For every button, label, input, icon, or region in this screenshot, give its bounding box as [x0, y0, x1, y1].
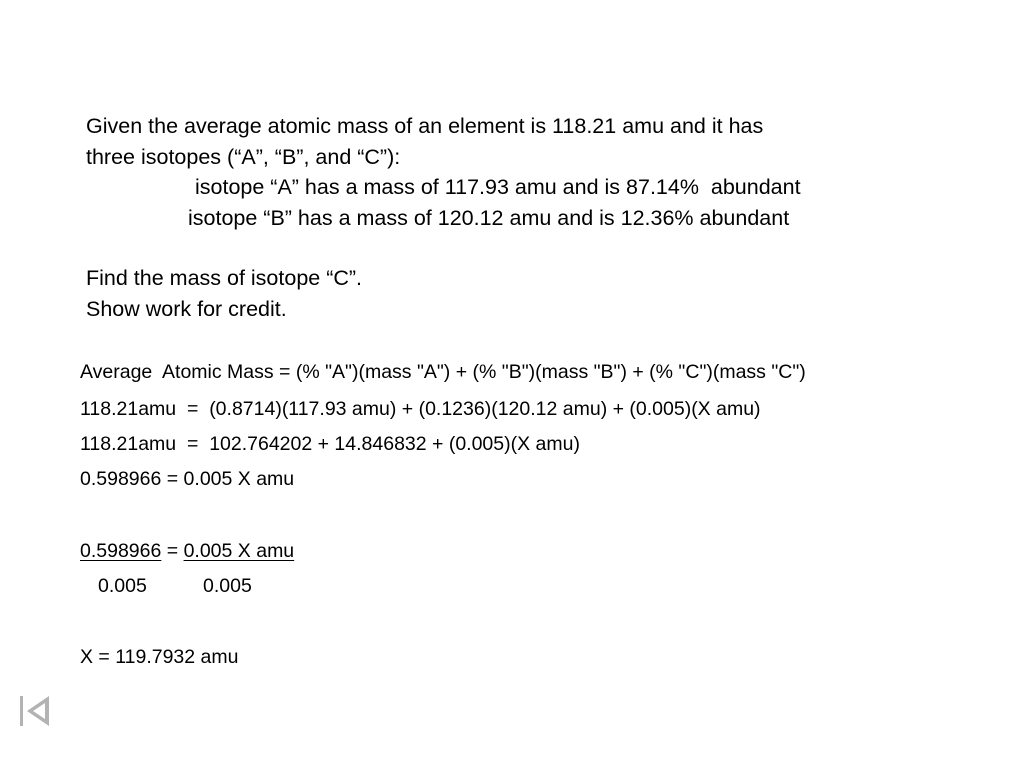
first-slide-icon[interactable]	[18, 694, 52, 728]
problem-line-2: three isotopes (“A”, “B”, and “C”):	[86, 144, 401, 169]
isotope-a-line: isotope “A” has a mass of 117.93 amu and is 87.14% abundant	[195, 175, 801, 199]
substitution-line: 118.21amu = (0.8714)(117.93 amu) + (0.1236)(120.12 amu) + (0.005)(X amu)	[80, 398, 761, 420]
formula-line: Average Atomic Mass = (% "A")(mass "A") + (% "B")(mass "B") + (% "C")(mass "C")	[80, 361, 806, 383]
difference-line: 0.598966 = 0.005 X amu	[80, 468, 295, 490]
problem-line-1: Given the average atomic mass of an element is 118.21 amu and it has	[86, 114, 764, 138]
numerator-left: 0.598966	[80, 540, 162, 562]
division-equals: =	[161, 540, 184, 562]
spacer	[86, 233, 801, 263]
isotope-b-line: isotope “B” has a mass of 120.12 amu and is 12.36% abundant	[188, 205, 790, 230]
result-line: X = 119.7932 amu	[80, 646, 239, 668]
numerator-right: 0.005 X amu	[183, 540, 295, 562]
division-numerator-line	[80, 539, 294, 563]
denominator-left: 0.005	[98, 575, 147, 597]
find-instruction: Find the mass of isotope “C”.	[86, 266, 363, 290]
denominator-right: 0.005	[203, 575, 252, 597]
simplified-line: 118.21amu = 102.764202 + 14.846832 + (0.005)(X amu)	[80, 433, 580, 455]
problem-statement	[86, 111, 801, 324]
show-work-instruction: Show work for credit.	[86, 296, 287, 321]
